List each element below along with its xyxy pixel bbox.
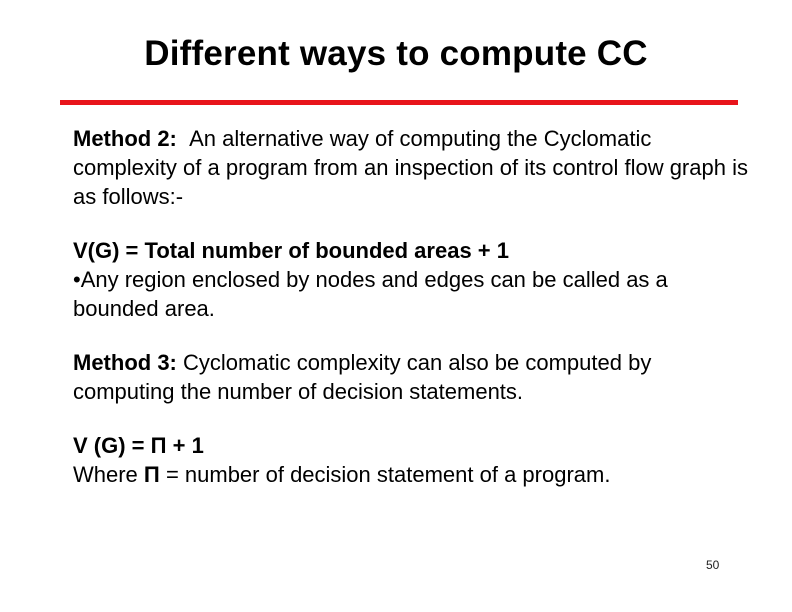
method-2-label: Method 2: xyxy=(73,126,177,151)
method-3-label: Method 3: xyxy=(73,350,177,375)
method-2-text: An alternative way of computing the Cyclomatic complexity of a program from an inspection of its control flow graph is as follows:- xyxy=(73,126,748,209)
slide-body xyxy=(73,124,753,514)
where-suffix: = number of decision statement of a program. xyxy=(165,462,611,487)
pi-symbol: Π xyxy=(143,462,160,487)
page-number: 50 xyxy=(706,558,720,572)
method-2-paragraph xyxy=(73,124,753,211)
where-prefix: Where xyxy=(73,462,138,487)
formula-1-paragraph xyxy=(73,236,753,323)
formula-1: V(G) = Total number of bounded areas + 1 xyxy=(73,238,509,263)
slide-title: Different ways to compute CC xyxy=(144,34,648,73)
formula-2: V (G) = Π + 1 xyxy=(73,433,204,458)
method-3-text: Cyclomatic complexity can also be computed by computing the number of decision statements. xyxy=(73,350,652,404)
method-3-paragraph xyxy=(73,348,753,406)
title-underline xyxy=(60,100,738,105)
formula-2-paragraph xyxy=(73,431,753,489)
bounded-area-bullet: •Any region enclosed by nodes and edges can be called as a bounded area. xyxy=(73,267,668,321)
